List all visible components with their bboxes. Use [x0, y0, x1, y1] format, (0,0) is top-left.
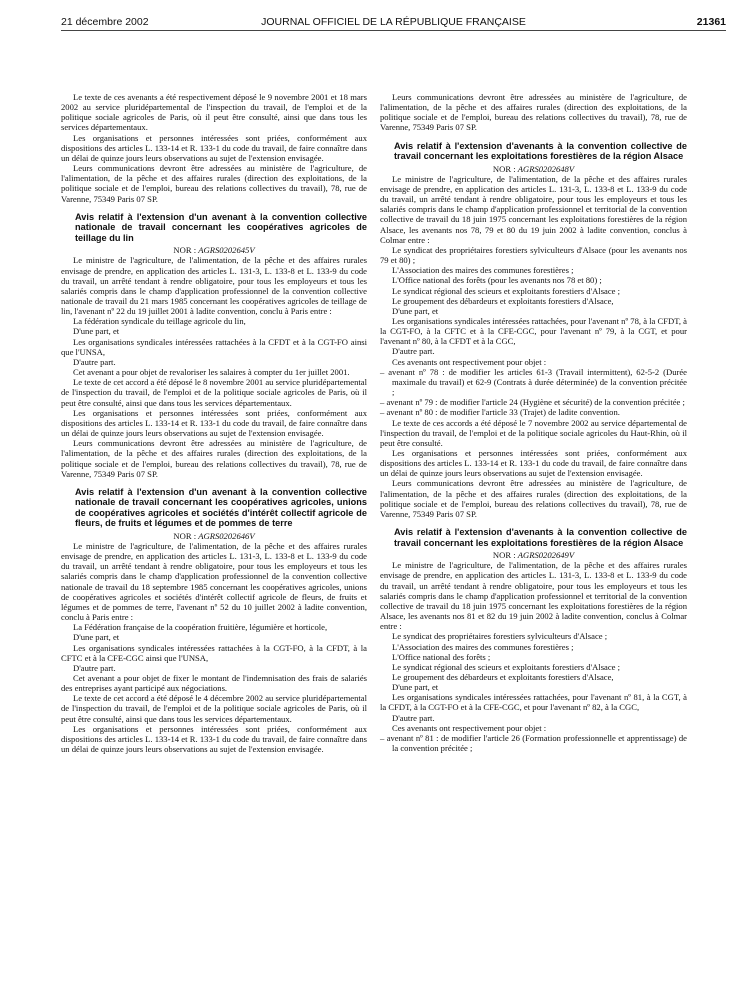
- list-item: – avenant nº 78 : de modifier les articles 61-3 (Travail intermittent), 62-5-2 (Durée maximale du travail) et 62-9 (Contrats à durée déterminée) de la convention précitée ;: [380, 366, 687, 398]
- paragraph: Les organisations syndicales intéressées rattachées à la CGT-FO, à la CFDT, à la CFTC et à la CFE-CGC ainsi que l'UNSA,: [61, 642, 367, 663]
- list-item: – avenant nº 81 : de modifier l'article 26 (Formation professionnelle et apprentissage) de la convention précitée ;: [380, 732, 687, 754]
- list-item: – avenant nº 79 : de modifier l'article 24 (Hygiène et sécurité) de la convention précitée ;: [380, 397, 685, 408]
- paragraph: Les organisations et personnes intéressées sont priées, conformément aux dispositions des articles L. 133-14 et R. 133-1 du code du travail, de faire connaître dans un délai de quinze jours leurs observations au sujet de l'extension envisagée.: [61, 132, 367, 163]
- nor-reference: NOR : AGRS0202646V: [173, 530, 255, 541]
- paragraph: Cet avenant a pour objet de fixer le montant de l'indemnisation des frais de salariés des entreprises ayant participé aux négociations.: [61, 673, 367, 694]
- paragraph: Les organisations syndicales intéressées rattachées, pour l'avenant nº 78, à la CFDT, à la CGT-FO, à la CFTC et à la CFE-CGC, pour l'avenant nº 79, à la CGT, et pour l'avenant nº 80, à la CFDT et à la CGC,: [380, 315, 687, 347]
- paragraph: D'autre part.: [73, 662, 116, 673]
- paragraph: Le texte de cet accord a été déposé le 8 novembre 2001 au service pluridépartemental de l'inspection du travail, de l'emploi et de la politique sociale agricoles de Paris, où il peut être consulté, ainsi que dans tous les services départementaux.: [61, 377, 367, 408]
- section-heading: Avis relatif à l'extension d'un avenant à la convention collective nationale de travail concernant les coopératives agricoles de teillage du lin: [75, 211, 367, 243]
- paragraph: Le ministre de l'agriculture, de l'alimentation, de la pêche et des affaires rurales envisage de prendre, en application des articles L. 131-3, L. 133-8 et L. 133-9 du code du travail, un arrêté tendant à rendre obligatoire, pour tous les employeurs et tous les salariés compris dans le champ d'application professionnel et territorial de la convention collective de travail du 18 juin 1975 concernant les exploitations forestières de la région Alsace, les avenants nos 78, 79 et 80 du 19 juin 2002 à ladite convention, conclus à Colmar entre :: [380, 173, 687, 245]
- paragraph: D'une part, et: [73, 326, 120, 337]
- paragraph: Le ministre de l'agriculture, de l'alimentation, de la pêche et des affaires rurales envisage de prendre, en application des articles L. 131-3, L. 133-8 et L. 133-9 du code du travail, un arrêté tendant à rendre obligatoire, pour tous les employeurs et tous les salariés compris dans le champ d'application professionnel de la convention collective nationale de travail du 21 mars 1985 concernant les coopératives agricoles de teillage de lin, l'avenant nº 22 du 19 juillet 2001 à ladite convention, conclu à Paris entre :: [61, 255, 367, 317]
- nor-reference: NOR : AGRS0202649V: [492, 550, 575, 561]
- left-column: [61, 92, 367, 754]
- paragraph: La fédération syndicale du teillage agricole du lin,: [73, 316, 246, 327]
- paragraph: L'Association des maires des communes forestières ;: [392, 265, 574, 276]
- paragraph: D'autre part.: [73, 356, 116, 367]
- paragraph: D'une part, et: [73, 632, 120, 643]
- page-header: [61, 16, 726, 31]
- paragraph: Les organisations et personnes intéressées sont priées, conformément aux dispositions des articles L. 133-14 et R. 133-1 du code du travail, de faire connaître dans un délai de quinze jours leurs observations au sujet de l'extension envisagée.: [61, 723, 367, 755]
- right-column: [380, 92, 687, 753]
- paragraph: Les organisations et personnes intéressées sont priées, conformément aux dispositions des articles L. 133-14 et R. 133-1 du code du travail, de faire connaître dans un délai de quinze jours leurs observations au sujet de l'extension envisagée.: [380, 448, 687, 479]
- paragraph: Ces avenants ont respectivement pour objet :: [392, 356, 547, 367]
- paragraph: L'Office national des forêts ;: [392, 651, 491, 662]
- paragraph: Le texte de ces avenants a été respectivement déposé le 9 novembre 2001 et 18 mars 2002 au service pluridépartemental de l'inspection du travail, de l'emploi et de la politique sociale agricoles de Paris, où il peut être consulté, ainsi que dans tous les services départementaux.: [61, 92, 367, 133]
- paragraph: Le syndicat régional des scieurs et exploitants forestiers d'Alsace ;: [392, 285, 621, 296]
- paragraph: Le ministre de l'agriculture, de l'alimentation, de la pêche et des affaires rurales envisage de prendre, en application des articles L. 131-3, L. 133-8 et L. 133-9 du code du travail, un arrêté tendant à rendre obligatoire, pour tous les employeurs et tous les salariés compris dans le champ d'application professionnel de la convention collective nationale de travail du 18 septembre 1985 concernant les coopératives agricoles, unions de coopératives agricoles et sociétés d'intérêt collectif agricole de fleurs, de fruits et légumes et de pommes de terre, l'avenant nº 52 du 10 juillet 2002 à ladite convention, conclu à Paris entre :: [61, 540, 367, 623]
- section-heading: Avis relatif à l'extension d'avenants à la convention collective de travail concernant les exploitations forestières de la région Alsace: [394, 140, 687, 162]
- paragraph: Ces avenants ont respectivement pour objet :: [392, 722, 547, 733]
- paragraph: Le syndicat régional des scieurs et exploitants forestiers d'Alsace ;: [392, 661, 621, 672]
- issue-date: 21 décembre 2002: [61, 16, 149, 28]
- paragraph: Le groupement des débardeurs et exploitants forestiers d'Alsace,: [392, 295, 614, 306]
- paragraph: D'autre part.: [392, 712, 435, 723]
- journal-title: JOURNAL OFFICIEL DE LA RÉPUBLIQUE FRANÇAISE: [261, 16, 526, 28]
- paragraph: D'une part, et: [392, 682, 439, 693]
- paragraph: D'autre part.: [392, 346, 435, 357]
- paragraph: Les organisations et personnes intéressées sont priées, conformément aux dispositions des articles L. 133-14 et R. 133-1 du code du travail, de faire connaître dans un délai de quinze jours leurs observations au sujet de l'extension envisagée.: [61, 407, 367, 439]
- paragraph: L'Office national des forêts (pour les avenants nos 78 et 80) ;: [392, 275, 602, 286]
- paragraph: Le syndicat des propriétaires forestiers sylviculteurs d'Alsace (pour les avenants nos 79 et 80) ;: [380, 244, 687, 266]
- paragraph: Le texte de cet accord a été déposé le 4 décembre 2002 au service pluridépartemental de l'inspection du travail, de l'emploi et de la politique sociale agricoles de Paris, où il peut être consulté, ainsi que dans tous les services départementaux.: [61, 693, 367, 724]
- paragraph: Leurs communications devront être adressées au ministère de l'agriculture, de l'alimentation, de la pêche et des affaires rurales (direction des exploitations, de la politique sociale et de l'emploi, bureau des relations collectives du travail), 78, rue de Varenne, 75349 Paris 07 SP.: [380, 92, 687, 133]
- paragraph: L'Association des maires des communes forestières ;: [392, 641, 574, 652]
- paragraph: Les organisations syndicales intéressées rattachées à la CFDT et à la CGT-FO ainsi que l'UNSA,: [61, 336, 367, 357]
- section-heading: Avis relatif à l'extension d'avenants à la convention collective de travail concernant les exploitations forestières de la région Alsace: [394, 527, 687, 548]
- page-number: 21361: [696, 16, 726, 28]
- paragraph: Cet avenant a pour objet de revaloriser les salaires à compter du 1er juillet 2001.: [73, 367, 350, 378]
- section-heading: Avis relatif à l'extension d'un avenant à la convention collective nationale de travail concernant les coopératives agricoles, unions de coopératives agricoles et sociétés d'intérêt collectif agricole de fleurs, de fruits et légumes et de pommes de terre: [75, 486, 367, 529]
- paragraph: Le ministre de l'agriculture, de l'alimentation, de la pêche et des affaires rurales envisage de prendre, en application des articles L. 131-3, L. 133-8 et L. 133-9 du code du travail, un arrêté tendant à rendre obligatoire, pour tous les employeurs et tous les salariés compris dans le champ d'application professionnel et territorial de la convention collective de travail du 18 juin 1975 concernant les exploitations forestières de la région Alsace, les avenants nos 81 et 82 du 19 juin 2002 à ladite convention, conclus à Colmar entre :: [380, 560, 687, 632]
- paragraph: Leurs communications devront être adressées au ministère de l'agriculture, de l'alimentation, de la pêche et des affaires rurales (direction des exploitations, de la politique sociale et de l'emploi, bureau des relations collectives du travail), 78, rue de Varenne, 75349 Paris 07 SP.: [61, 163, 367, 204]
- nor-reference: NOR : AGRS0202648V: [492, 163, 575, 174]
- list-item: – avenant nº 80 : de modifier l'article 33 (Trajet) de ladite convention.: [380, 407, 620, 418]
- paragraph: Leurs communications devront être adressées au ministère de l'agriculture, de l'alimentation, de la pêche et des affaires rurales (direction des exploitations, de la politique sociale et de l'emploi, bureau des relations collectives du travail), 78, rue de Varenne, 75349 Paris 07 SP.: [61, 438, 367, 479]
- paragraph: Le syndicat des propriétaires forestiers sylviculteurs d'Alsace ;: [392, 631, 608, 642]
- paragraph: Le groupement des débardeurs et exploitants forestiers d'Alsace,: [392, 671, 614, 682]
- paragraph: La Fédération française de la coopération fruitière, légumière et horticole,: [73, 622, 328, 633]
- paragraph: Leurs communications devront être adressées au ministère de l'agriculture, de l'alimentation, de la pêche et des affaires rurales (direction des exploitations, de la politique sociale et de l'emploi, bureau des relations collectives du travail), 78, rue de Varenne, 75349 Paris 07 SP.: [380, 478, 687, 519]
- paragraph: Le texte de ces accords a été déposé le 7 novembre 2002 au service départemental de l'inspection du travail, de l'emploi et de la politique sociale agricoles du Haut-Rhin, où il peut être consulté.: [380, 417, 687, 448]
- paragraph: D'une part, et: [392, 305, 439, 316]
- paragraph: Les organisations syndicales intéressées rattachées, pour l'avenant nº 81, à la CGT, à la CFDT, à la CGT-FO et à la CFE-CGC, et pour l'avenant nº 82, à la CGC,: [380, 692, 687, 713]
- nor-reference: NOR : AGRS0202645V: [173, 245, 255, 256]
